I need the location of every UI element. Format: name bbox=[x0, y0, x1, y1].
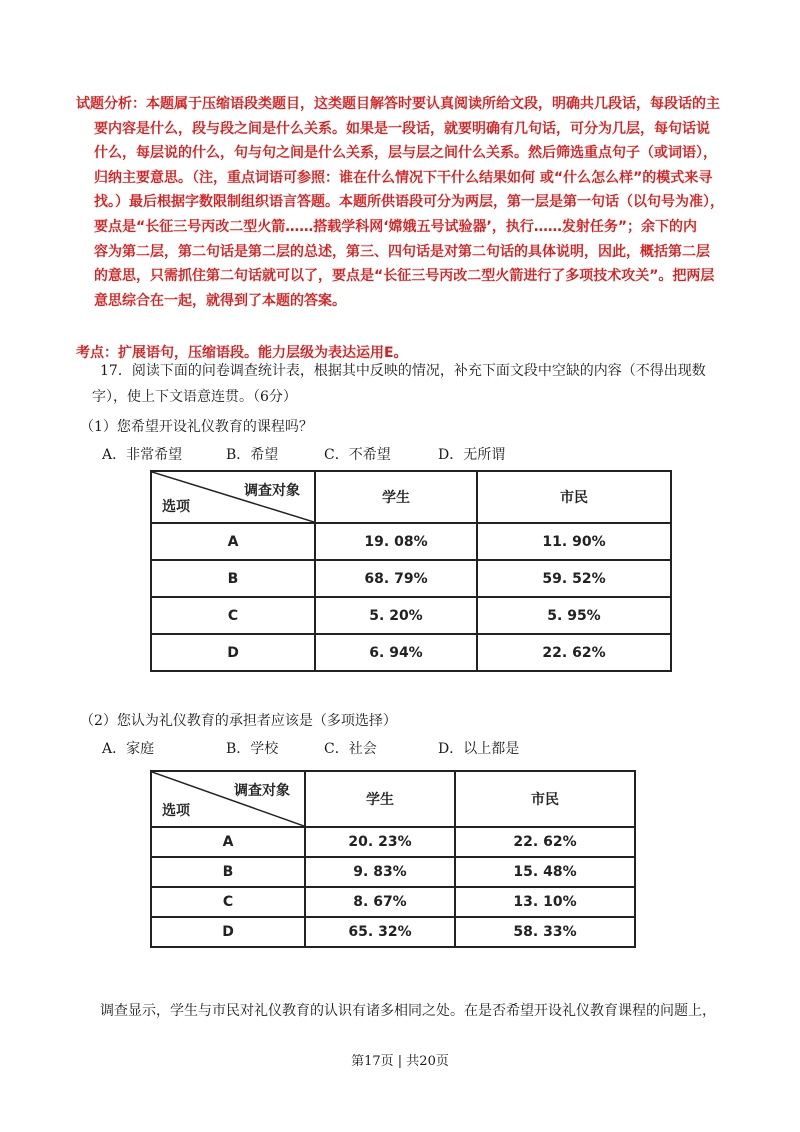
table-row bbox=[151, 523, 671, 560]
analysis-line: 找。）最后根据字数限制组织语言答题。本题所供语段可分为两层，第一层是第一句话（以句号为准）， bbox=[94, 194, 724, 211]
student-value: 19. 08% bbox=[315, 523, 477, 560]
analysis-line: 容为第二层，第二句话是第二层的总述，第三、四句话是对第二句话的具体说明，因此，概括第二层 bbox=[94, 243, 710, 260]
table-header-row bbox=[151, 771, 635, 827]
page-footer: 第17页 | 共20页 bbox=[351, 1054, 449, 1069]
analysis-line: 什么，每层说的什么，句与句之间是什么关系，层与层之间什么关系。然后筛选重点句子（或词语）， bbox=[94, 145, 717, 162]
header-survey-subject: 调查对象 bbox=[234, 783, 290, 799]
option-d: D．以上都是 bbox=[438, 741, 520, 757]
table-row bbox=[151, 597, 671, 634]
table-row bbox=[151, 887, 635, 917]
option-cell: B bbox=[151, 857, 305, 887]
analysis-line: 意思综合在一起，就得到了本题的答案。 bbox=[94, 292, 346, 309]
question-17-line2: 字），使上下文语意连贯。（6分） bbox=[92, 389, 297, 405]
column-header-student: 学生 bbox=[305, 771, 455, 827]
table-corner-cell bbox=[151, 771, 305, 827]
survey-question-2: （2）您认为礼仪教育的承担者应该是（多项选择） bbox=[80, 713, 397, 729]
table-row bbox=[151, 857, 635, 887]
table-header-row bbox=[151, 471, 671, 523]
kaodian-note: 考点：扩展语句，压缩语段。能力层级为表达运用E。 bbox=[76, 345, 408, 361]
header-option: 选项 bbox=[162, 499, 190, 515]
student-value: 9. 83% bbox=[305, 857, 455, 887]
citizen-value: 15. 48% bbox=[455, 857, 635, 887]
option-cell: A bbox=[151, 827, 305, 857]
table-row bbox=[151, 917, 635, 947]
option-c: C．不希望 bbox=[324, 447, 391, 463]
citizen-value: 22. 62% bbox=[477, 634, 671, 671]
survey-question-1: （1）您希望开设礼仪教育的课程吗？ bbox=[80, 419, 313, 435]
citizen-value: 11. 90% bbox=[477, 523, 671, 560]
question-17 bbox=[92, 358, 730, 410]
option-d: D．无所谓 bbox=[438, 447, 506, 463]
analysis-line: 的意思，只需抓住第二句话就可以了，要点是“长征三号丙改二型火箭进行了多项技术攻关”。把两层 bbox=[94, 268, 715, 285]
citizen-value: 58. 33% bbox=[455, 917, 635, 947]
student-value: 68. 79% bbox=[315, 560, 477, 597]
option-cell: A bbox=[151, 523, 315, 560]
citizen-value: 22. 62% bbox=[455, 827, 635, 857]
option-cell: C bbox=[151, 887, 305, 917]
option-cell: C bbox=[151, 597, 315, 634]
survey-table-1 bbox=[150, 470, 672, 672]
analysis-line: 试题分析：本题属于压缩语段类题目，这类题目解答时要认真阅读所给文段，明确共几段话，每段话的主 bbox=[76, 96, 720, 112]
student-value: 8. 67% bbox=[305, 887, 455, 917]
table-row bbox=[151, 827, 635, 857]
table-corner-cell bbox=[151, 471, 315, 523]
analysis-line: 归纳主要意思。（注，重点词语可参照：谁在什么情况下干什么结果如何 或“什么怎么样”的模式来寻 bbox=[94, 169, 713, 186]
analysis-line: 要内容是什么，段与段之间是什么关系。如果是一段话，就要明确有几句话，可分为几层，每句话说 bbox=[94, 120, 710, 137]
answer-analysis bbox=[76, 92, 766, 313]
column-header-citizen: 市民 bbox=[455, 771, 635, 827]
table-row bbox=[151, 560, 671, 597]
analysis-line: 要点是“长征三号丙改二型火箭……搭载学科网‘嫦娥五号试验器’，执行……发射任务”；余下的内 bbox=[94, 218, 698, 235]
header-survey-subject: 调查对象 bbox=[244, 483, 300, 499]
closing-paragraph: 调查显示，学生与市民对礼仪教育的认识有诸多相同之处。在是否希望开设礼仪教育课程的问题上， bbox=[100, 1003, 716, 1019]
option-cell: D bbox=[151, 634, 315, 671]
column-header-student: 学生 bbox=[315, 471, 477, 523]
student-value: 65. 32% bbox=[305, 917, 455, 947]
citizen-value: 5. 95% bbox=[477, 597, 671, 634]
citizen-value: 59. 52% bbox=[477, 560, 671, 597]
option-a: A．非常希望 bbox=[102, 447, 183, 463]
survey-table-2 bbox=[150, 770, 636, 948]
option-cell: B bbox=[151, 560, 315, 597]
survey-question-1-options bbox=[102, 444, 505, 464]
option-b: B．学校 bbox=[226, 741, 279, 757]
survey-question-2-options bbox=[102, 738, 519, 758]
student-value: 20. 23% bbox=[305, 827, 455, 857]
option-c: C．社会 bbox=[324, 741, 377, 757]
citizen-value: 13. 10% bbox=[455, 887, 635, 917]
student-value: 6. 94% bbox=[315, 634, 477, 671]
table-row bbox=[151, 634, 671, 671]
option-a: A．家庭 bbox=[102, 741, 155, 757]
header-option: 选项 bbox=[162, 803, 190, 819]
column-header-citizen: 市民 bbox=[477, 471, 671, 523]
student-value: 5. 20% bbox=[315, 597, 477, 634]
option-b: B．希望 bbox=[226, 447, 279, 463]
option-cell: D bbox=[151, 917, 305, 947]
question-17-line1: 17．阅读下面的问卷调查统计表，根据其中反映的情况，补充下面文段中空缺的内容（不得出现数 bbox=[100, 363, 706, 379]
